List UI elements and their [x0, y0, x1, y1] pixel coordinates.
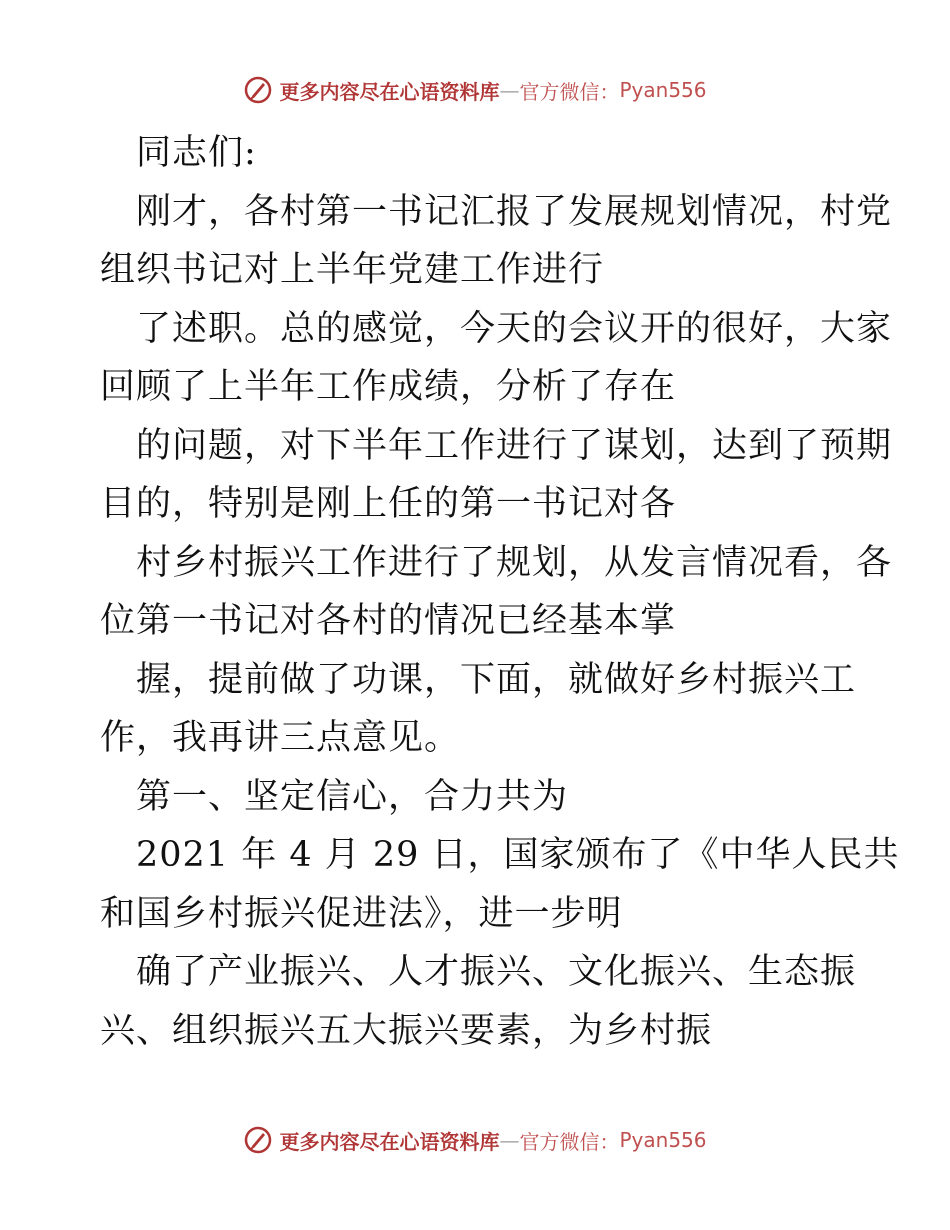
text-line: 组织书记对上半年党建工作进行 — [100, 250, 605, 290]
text-line: 了述职。总的感觉，今天的会议开的很好，大家 — [136, 308, 893, 349]
watermark-dash: — — [499, 78, 520, 102]
section-heading: 第一、坚定信心，合力共为 — [136, 776, 569, 817]
text-line: 的问题，对下半年工作进行了谋划，达到了预期 — [136, 425, 893, 466]
watermark-source-text: 更多内容尽在心语资料库 — [279, 1129, 500, 1154]
text-line: 和国乡村振兴促进法》，进一步明 — [100, 893, 623, 934]
text-line: 2021 年 4 月 29 日，国家颁布了《中华人民共 — [136, 835, 900, 875]
watermark-wechat-id: Pyan556 — [619, 1128, 707, 1152]
text-line: 刚才，各村第一书记汇报了发展规划情况，村党 — [136, 191, 893, 232]
text-line: 村乡村振兴工作进行了规划，从发言情况看，各 — [136, 542, 893, 583]
text-line: 握，提前做了功课，下面，就做好乡村振兴工 — [136, 659, 857, 700]
quill-seal-icon — [243, 1125, 273, 1155]
watermark-wechat-label: 官方微信： — [519, 1129, 620, 1154]
watermark-dash: — — [499, 1128, 520, 1152]
text-line: 作，我再讲三点意见。 — [100, 718, 461, 758]
quill-seal-icon — [243, 75, 273, 105]
text-line: 回顾了上半年工作成绩，分析了存在 — [100, 367, 677, 407]
header-watermark — [0, 70, 950, 110]
watermark-wechat-id: Pyan556 — [619, 78, 707, 102]
watermark-wechat-label: 官方微信： — [519, 79, 620, 104]
text-line: 同志们: — [136, 133, 257, 173]
text-line: 目的，特别是刚上任的第一书记对各 — [100, 484, 677, 524]
text-line: 兴、组织振兴五大振兴要素，为乡村振 — [100, 1010, 713, 1051]
text-line: 位第一书记对各村的情况已经基本掌 — [100, 601, 677, 641]
footer-watermark — [0, 1120, 950, 1160]
watermark-source-text: 更多内容尽在心语资料库 — [279, 79, 500, 104]
document-body — [100, 124, 900, 1060]
text-line: 确了产业振兴、人才振兴、文化振兴、生态振 — [136, 952, 857, 992]
